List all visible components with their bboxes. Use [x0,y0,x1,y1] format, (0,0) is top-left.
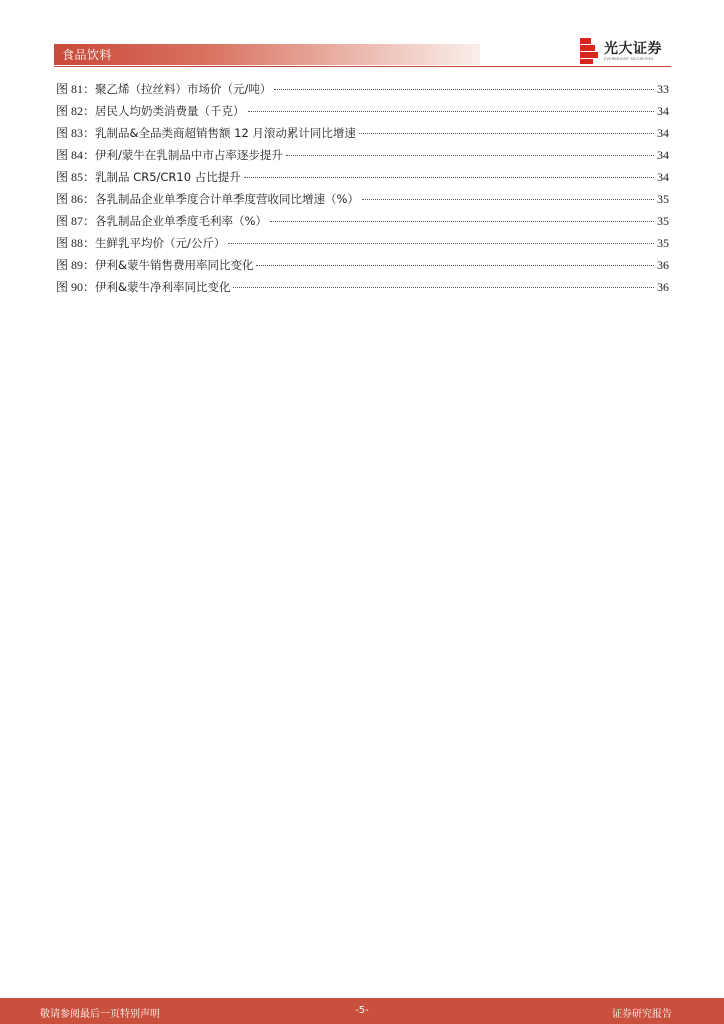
toc-figure-title: 各乳制品企业单季度合计单季度营收同比增速（%） [95,192,359,206]
toc-figure-label: 图 84： [56,148,96,162]
toc-leader-dots [286,155,654,156]
toc-leader-dots [274,89,654,90]
toc-page-number: 34 [657,170,669,184]
toc-figure-label: 图 89： [56,258,96,272]
toc-page-number: 34 [657,104,669,118]
toc-entry[interactable] [56,100,669,122]
toc-figure-title: 聚乙烯（拉丝料）市场价（元/吨） [95,82,272,96]
toc-leader-dots [256,265,654,266]
toc-figure-title: 各乳制品企业单季度毛利率（%） [95,214,267,228]
toc-figure-title: 乳制品&全品类商超销售额 12 月滚动累计同比增速 [95,126,356,140]
header-rule [54,66,671,67]
everbright-logo-icon [580,38,598,64]
brand-name: 光大证券 [604,41,662,57]
toc-entry[interactable] [56,122,669,144]
toc-entry[interactable] [56,188,669,210]
toc-entry[interactable] [56,78,669,100]
header-band [54,44,480,65]
toc-entry[interactable] [56,144,669,166]
toc-figure-label: 图 90： [56,280,96,294]
brand-logo [580,38,672,66]
toc-entry[interactable] [56,210,669,232]
toc-leader-dots [244,177,654,178]
toc-figure-label: 图 87： [56,214,96,228]
toc-entry[interactable] [56,232,669,254]
footer-band [0,998,724,1024]
toc-page-number: 36 [657,280,669,294]
brand-subtitle: EVERBRIGHT SECURITIES [604,57,654,61]
figure-list [56,78,669,298]
toc-figure-title: 乳制品 CR5/CR10 占比提升 [95,170,241,184]
toc-leader-dots [248,111,654,112]
toc-page-number: 34 [657,126,669,140]
footer-disclaimer: 敬请参阅最后一页特别声明 [40,1009,160,1020]
toc-page-number: 34 [657,148,669,162]
report-type: 证券研究报告 [612,1009,672,1020]
toc-figure-label: 图 81： [56,82,96,96]
toc-entry[interactable] [56,166,669,188]
toc-leader-dots [228,243,654,244]
toc-figure-title: 居民人均奶类消费量（千克） [95,104,245,118]
toc-figure-label: 图 83： [56,126,96,140]
toc-page-number: 33 [657,82,669,96]
toc-page-number: 35 [657,192,669,206]
toc-figure-title: 生鲜乳平均价（元/公斤） [95,236,226,250]
toc-leader-dots [233,287,654,288]
toc-entry[interactable] [56,276,669,298]
toc-leader-dots [270,221,654,222]
toc-figure-label: 图 86： [56,192,96,206]
toc-page-number: 35 [657,214,669,228]
toc-figure-label: 图 82： [56,104,96,118]
toc-leader-dots [362,199,654,200]
toc-figure-label: 图 85： [56,170,96,184]
toc-figure-title: 伊利/蒙牛在乳制品中市占率逐步提升 [95,148,283,162]
section-title: 食品饮料 [62,48,113,62]
toc-page-number: 36 [657,258,669,272]
toc-figure-title: 伊利&蒙牛销售费用率同比变化 [95,258,254,272]
toc-entry[interactable] [56,254,669,276]
toc-leader-dots [359,133,654,134]
toc-page-number: 35 [657,236,669,250]
page-number: -5- [355,1005,369,1016]
toc-figure-label: 图 88： [56,236,96,250]
toc-figure-title: 伊利&蒙牛净利率同比变化 [95,280,231,294]
